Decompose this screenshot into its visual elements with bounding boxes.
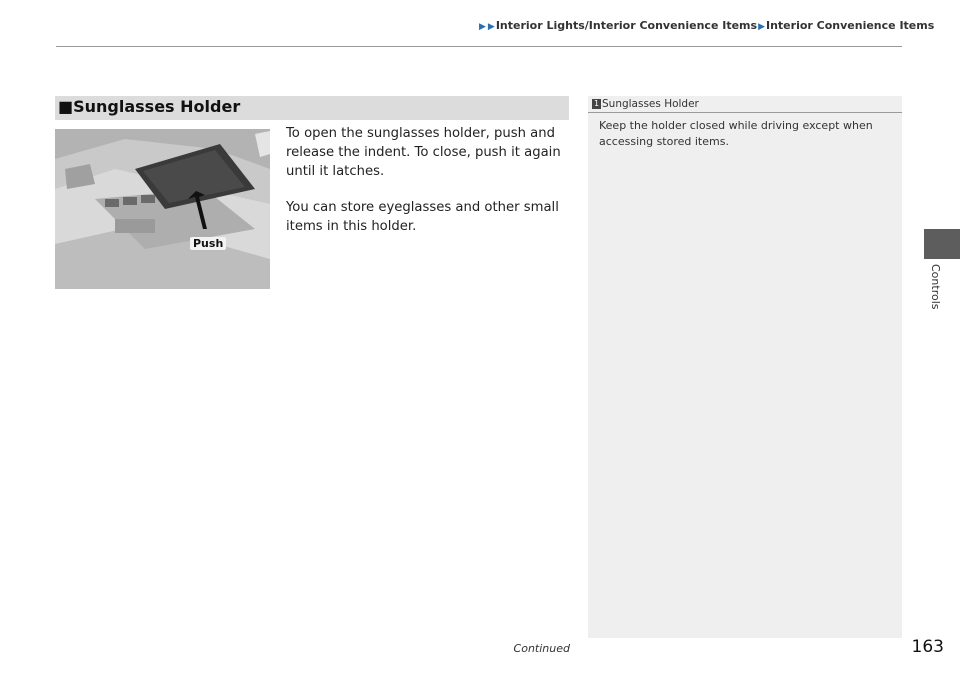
triangle-icon: ▶ xyxy=(479,22,486,32)
note-marker-icon: 1 xyxy=(593,99,600,108)
section-title: ■Sunglasses Holder xyxy=(58,97,241,116)
sidebar-title xyxy=(592,98,699,110)
paragraph-open-close: To open the sunglasses holder, push and release the indent. To close, push it again until it latches. xyxy=(286,126,561,179)
instructions xyxy=(286,124,571,253)
note-sidebar xyxy=(588,96,902,638)
push-callout: Push xyxy=(190,237,226,250)
triangle-icon: ▶ xyxy=(487,22,495,32)
continued-label: Continued xyxy=(513,642,570,655)
sidebar-note: Keep the holder closed while driving except when accessing stored items. xyxy=(599,119,873,148)
breadcrumb xyxy=(478,19,935,37)
header-divider xyxy=(56,46,902,47)
chapter-tab xyxy=(924,229,960,259)
sidebar-divider xyxy=(588,112,902,113)
breadcrumb-current: Interior Convenience Items xyxy=(766,19,935,32)
section-header xyxy=(55,96,569,120)
triangle-icon: ▶ xyxy=(758,22,765,32)
sunglasses-holder-photo xyxy=(55,129,270,289)
sidebar-title-text: Sunglasses Holder xyxy=(602,98,699,110)
breadcrumb-parent: Interior Lights/Interior Convenience Items xyxy=(495,19,758,32)
page-number: 163 xyxy=(911,637,944,657)
chapter-label: Controls xyxy=(929,264,942,310)
overhead-console-illustration xyxy=(55,129,270,289)
paragraph-storage: You can store eyeglasses and other small items in this holder. xyxy=(286,200,559,234)
